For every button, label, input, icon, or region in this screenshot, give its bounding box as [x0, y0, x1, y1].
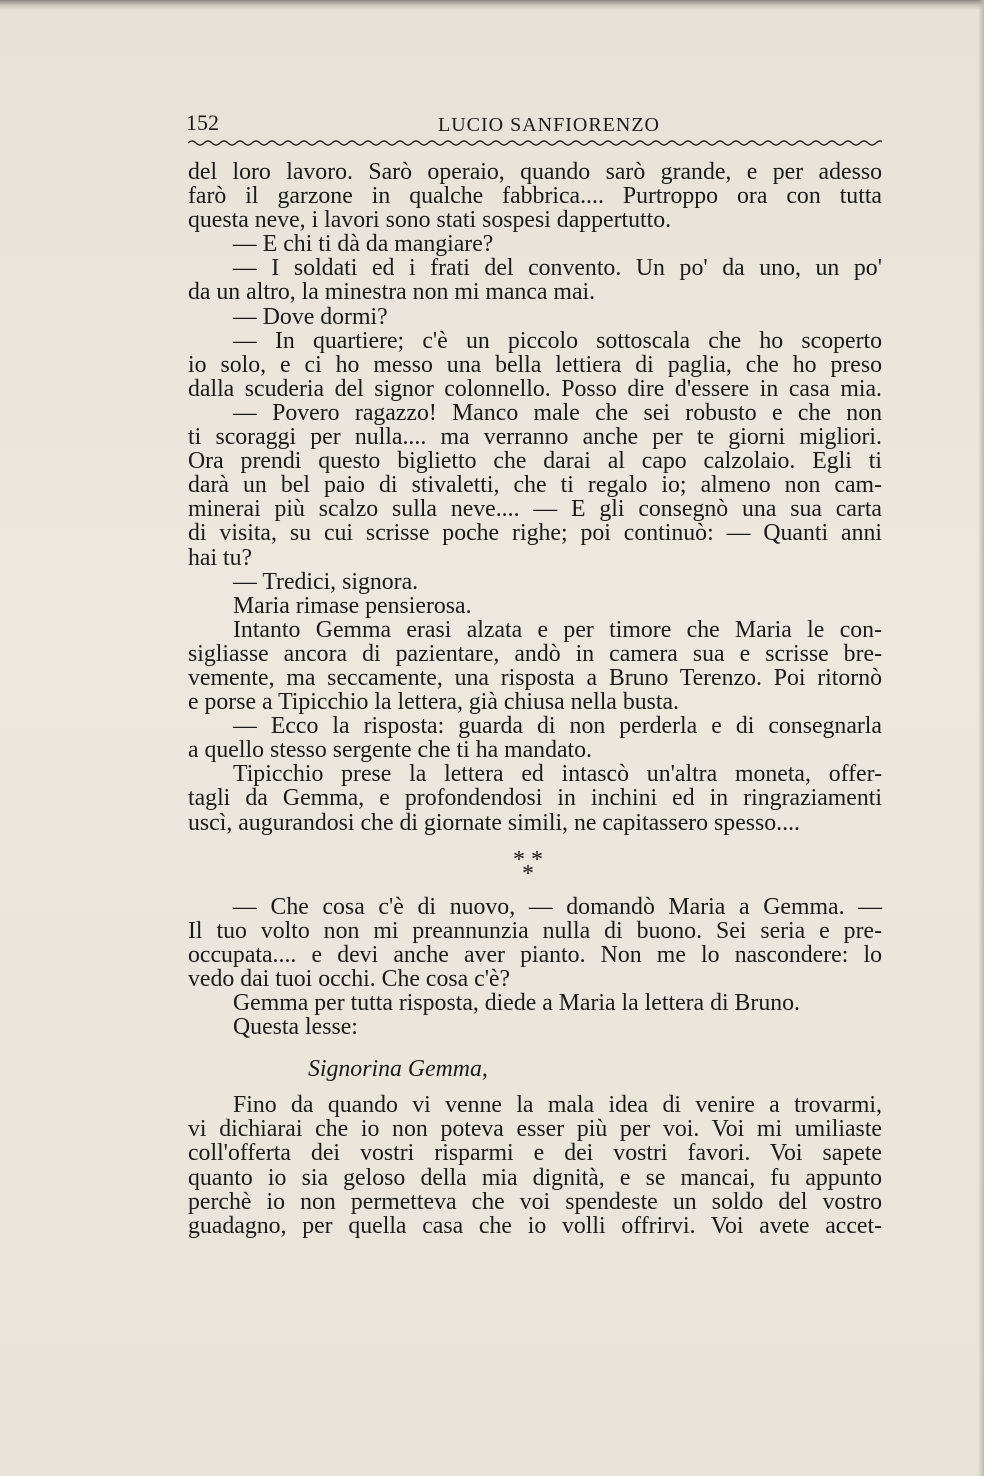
text-line: Gemma per tutta risposta, diede a Maria la lettera di Bruno.: [233, 990, 800, 1016]
text-line: io solo, e ci ho messo una bella lettiera di paglia, che ho preso: [188, 351, 882, 378]
letter-line: perchè io non permetteva che voi spendeste un soldo del vostro: [188, 1188, 882, 1215]
letter-salutation: Signorina Gemma,: [308, 1056, 488, 1083]
text-line: Il tuo volto non mi preannunzia nulla di buono. Sei seria e pre-: [188, 917, 882, 944]
text-line: ti scoraggi per nulla.... ma verranno anche per te giorni migliori.: [188, 424, 882, 451]
text-line: vedo dai tuoi occhi. Che cosa c'è?: [188, 965, 511, 992]
dialogue-line: — Ecco la risposta: guarda di non perderla e di consegnarla: [233, 713, 882, 740]
text-line: dalla scuderia del signor colonnello. Posso dire d'essere in casa mia.: [188, 375, 882, 402]
text-line: tagli da Gemma, e profondendosi in inchini ed in ringraziamenti: [188, 785, 882, 812]
dialogue-line: — Dove dormi?: [233, 303, 388, 330]
text-line: uscì, augurandosi che di giornate simili, ne capitassero spesso....: [188, 809, 800, 836]
dialogue-line: — E chi ti dà da mangiare?: [233, 231, 494, 258]
text-line: questa neve, i lavori sono stati sospesi dappertutto.: [188, 207, 672, 234]
letter-line: Fino da quando vi venne la mala idea di venire a trovarmi,: [233, 1092, 882, 1119]
dialogue-line: — Che cosa c'è di nuovo, — domandò Maria a Gemma. —: [233, 893, 882, 920]
text-line: Ora prendi questo biglietto che darai al capo calzolaio. Egli ti: [188, 448, 882, 475]
dialogue-line: — In quartiere; c'è un piccolo sottoscala che ho scoperto: [233, 327, 882, 354]
text-line: di visita, su cui scrisse poche righe; poi continuò: — Quanti anni: [188, 520, 882, 547]
text-line: sigliasse ancora di pazientare, andò in camera sua e scrisse bre-: [188, 640, 882, 667]
text-line: minerai più scalzo sulla neve.... — E gli consegnò una sua carta: [188, 496, 882, 523]
letter-line: guadagno, per quella casa che io volli offrirvi. Voi avete accet-: [188, 1212, 882, 1239]
text-line: vemente, ma seccamente, una risposta a Bruno Terenzo. Poi ritornò: [188, 664, 882, 691]
text-line: a quello stesso sergente che ti ha mandato.: [188, 737, 592, 764]
text-line: hai tu?: [188, 544, 253, 571]
text-line: Intanto Gemma erasi alzata e per timore che Maria le con-: [233, 616, 882, 643]
text-line: occupata.... e devi anche aver pianto. Non me lo nascondere: lo: [188, 941, 882, 968]
text-line: da un altro, la minestra non mi manca mai.: [188, 279, 596, 306]
running-title: LUCIO SANFIORENZO: [438, 114, 660, 136]
text-line: Tipicchio prese la lettera ed intascò un'altra moneta, offer-: [233, 761, 882, 788]
text-line: Maria rimase pensierosa.: [233, 592, 472, 619]
text-line: e porse a Tipicchio la lettera, già chiusa nella busta.: [188, 689, 679, 716]
dialogue-line: — Povero ragazzo! Manco male che sei robusto e che non: [233, 399, 882, 426]
header-wavy-rule: [188, 137, 882, 149]
text-line: Questa lesse:: [233, 1014, 358, 1041]
scan-top-edge: [0, 0, 984, 10]
letter-line: quanto io sia geloso della mia dignità, e se mancai, fu appunto: [188, 1164, 882, 1191]
asterism: * * *: [513, 846, 543, 887]
dialogue-line: — Tredici, signora.: [233, 568, 419, 595]
page-header: [188, 108, 880, 138]
page-number: 152: [186, 110, 219, 135]
text-line: darà un bel paio di stivaletti, che ti regalo io; almeno non cam-: [188, 472, 882, 499]
letter-line: vi dichiarai che io non poteva esser più per voi. Voi mi umiliaste: [188, 1116, 882, 1143]
text-line: del loro lavoro. Sarò operaio, quando sarò grande, e per adesso: [188, 159, 882, 185]
scan-right-edge: [978, 0, 984, 1476]
text-line: farò il garzone in qualche fabbrica.... Purtroppo ora con tutta: [188, 183, 882, 210]
section-separator: [188, 835, 882, 895]
body-text: [188, 160, 882, 1238]
dialogue-line: — I soldati ed i frati del convento. Un po' da uno, un po': [233, 255, 882, 282]
letter-line: coll'offerta dei vostri risparmi e dei vostri favori. Voi sapete: [188, 1140, 882, 1167]
